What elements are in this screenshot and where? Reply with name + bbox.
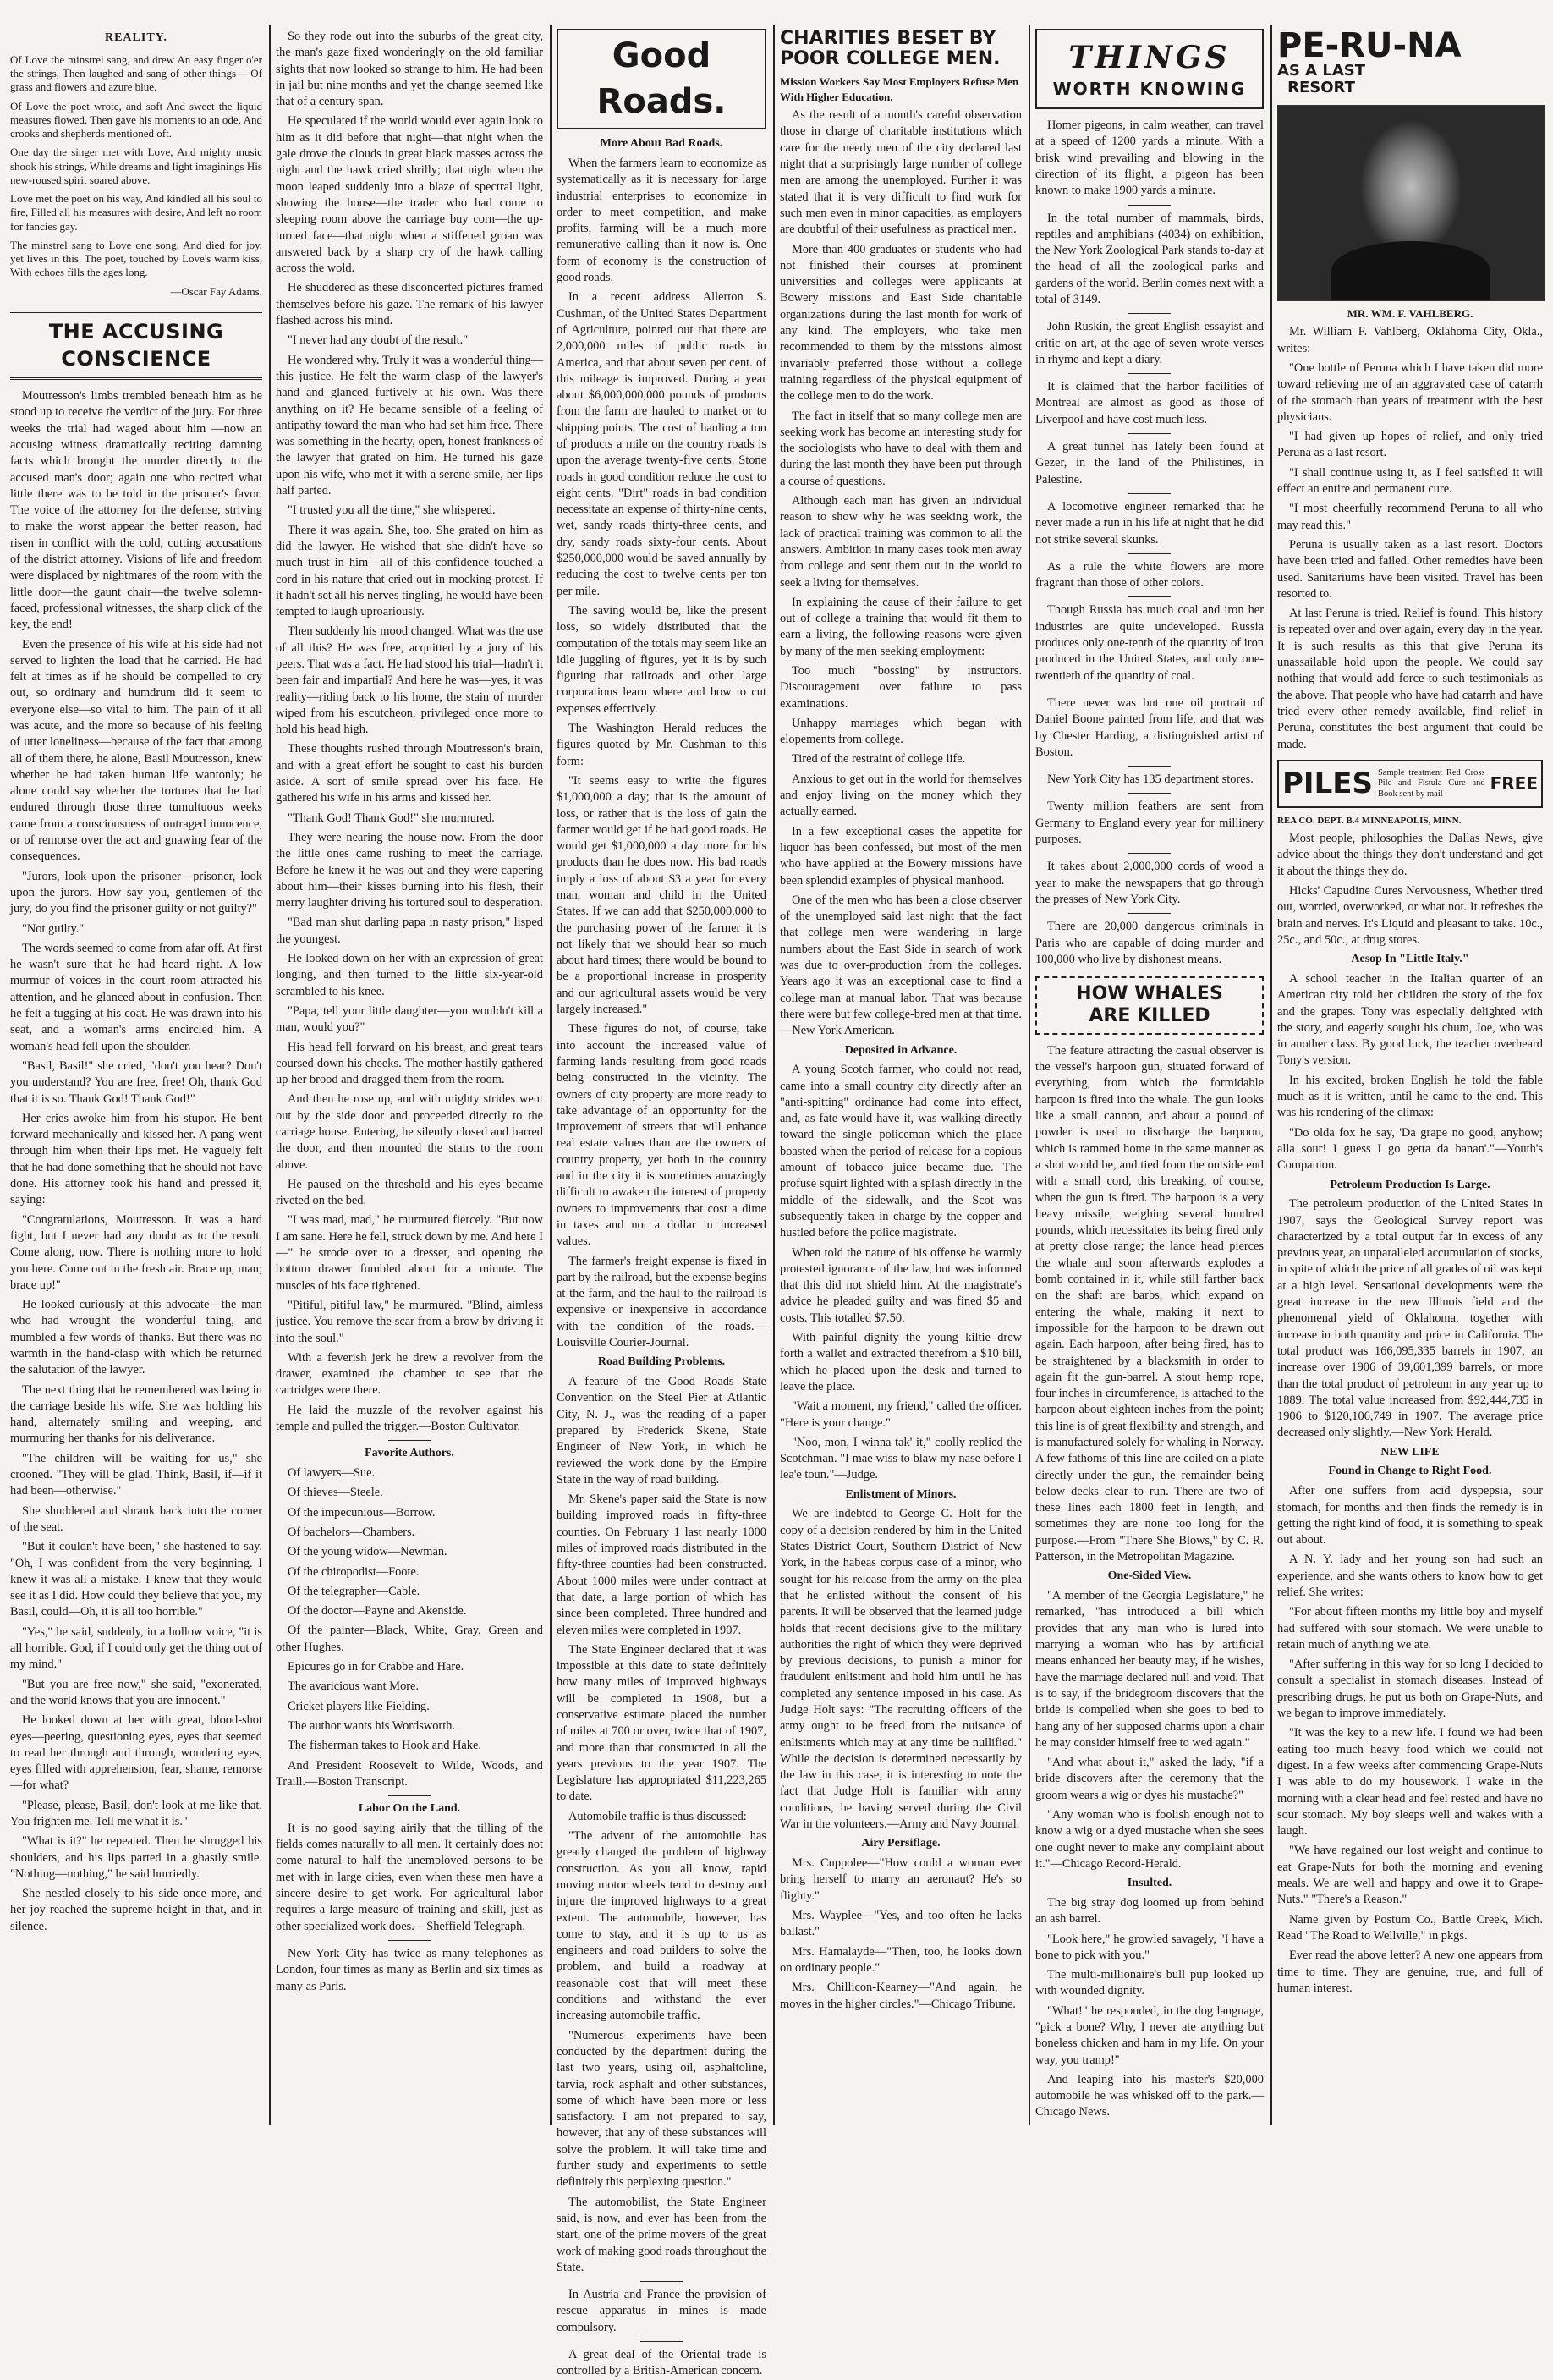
- charities-headline: CHARITIES BESET BY POOR COLLEGE MEN.: [780, 28, 1001, 70]
- paragraph: Hicks' Capudine Cures Nervousness, Whether tired out, worried, overworked, or what not. It refreshes the brain and nerves. It's Liquid and pleasant to take. 10c., 25c., and 50c., at drug stores.: [1277, 884, 1543, 947]
- paragraph: She shuddered and shrank back into the corner of the seat.: [10, 1503, 262, 1534]
- paragraph: "Wait a moment, my friend," called the officer. "Here is your change.": [780, 1399, 1022, 1430]
- paragraph: Too much "bossing" by instructors. Discouragement over failure to pass examinations.: [780, 663, 1022, 711]
- paragraph: There are 20,000 dangerous criminals in Paris who are capable of doing murder and 100,000 who live by dishonest means.: [1035, 920, 1264, 966]
- list-item: The fisherman takes to Hook and Hake.: [288, 1739, 481, 1753]
- column-3: [557, 29, 766, 2378]
- paragraph: A young Scotch farmer, who could not read, came into a small country city directly after an "anti-spitting" ordinance had come into effect, and, as fate would have it, was walking directly toward the single policeman which the place boasted when the period of release for a copious amount of tobacco juice became due. The profuse squirt lighted with a splash directly in the middle of the sidewalk, and the Scot was subsequently taken in charge by the copper and hustled before the police magistrate.: [780, 1063, 1022, 1240]
- paragraph: "It was the key to a new life. I found we had been eating too much heavy food which we could not digest. In a few weeks after commencing Grape-Nuts I was able to do my housework. I wake in the morning with a clear head and feel rested and have no sour stomach. My boy sleeps well and wakes with a laugh.: [1277, 1726, 1543, 1839]
- divider: [1128, 433, 1171, 434]
- paragraph: "I shall continue using it, as I feel satisfied it will effect an entire and permanent cure.: [1277, 465, 1543, 497]
- paragraph: Though Russia has much coal and iron her industries are quite undeveloped. Russia produces only one-tenth of the quantity of iron produced in the United States, and only one-twentieth of the quantity of coal.: [1035, 603, 1264, 683]
- divider: [1128, 205, 1171, 206]
- section-heading: Enlistment of Minors.: [845, 1487, 957, 1501]
- paragraph: "Bad man shut darling papa in nasty prison," lisped the youngest.: [276, 915, 543, 946]
- paragraph: One of the men who has been a close observer of the unemployed said last night that the fact that college men were wandering in large numbers about the East Side in search of work was due to over-production from the colleges. Years ago it was an exceptional case to find a college man at manual labor. That was because there were but few college-bred men at that time.—New York American.: [780, 893, 1022, 1038]
- paragraph: Mrs. Cuppolee—"How could a woman ever bring herself to marry an aeronaut? He's so flighty.": [780, 1856, 1022, 1903]
- section-heading: Labor On the Land.: [358, 1802, 461, 1816]
- paragraph: Ever read the above letter? A new one appears from time to time. They are genuine, true, and full of human interest.: [1277, 1949, 1543, 1995]
- list-item: Of bachelors—Chambers.: [288, 1525, 415, 1539]
- piles-ad: [1277, 760, 1543, 809]
- paragraph: Mr. Skene's paper said the State is now building improved roads in fifty-three counties. On February 1 last nearly 1000 miles of improved roads distributed in the fifty-three counties had been constructed. About 1000 miles were under contract at that date, a large portion of which has since been completed. Three hundred and eleven miles were completed in 1907.: [557, 1492, 766, 1637]
- divider: [388, 1940, 431, 1941]
- divider: [1128, 913, 1171, 914]
- paragraph: These figures do not, of course, take into account the increased value of farming lands resulting from good roads being constructed in the vicinity. The owners of city property are more ready to take advantage of an opportunity for the improvement of streets that will enhance real estate values than are the owners of country property, yet both in the country and in the city it is sometimes amazingly difficult to awaken the interest of property owners to improvements that cost a dime in taxes and not a dollar in increased values.: [557, 1022, 766, 1249]
- column-4: [780, 29, 1022, 2124]
- section-heading: Airy Persiflage.: [861, 1837, 941, 1850]
- paragraph: "What is it?" he repeated. Then he shrugged his shoulders, and his lips parted in a ghastly smile. "Nothing—nothing," he said hurriedly.: [10, 1834, 262, 1881]
- paragraph: Peruna is usually taken as a last resort. Doctors have been tried and failed. Other remedies have been used. Sanitariums have been visited. Travel has been resorted to.: [1277, 537, 1543, 601]
- paragraph: The feature attracting the casual observer is the vessel's harpoon gun, situated forward of everything, from which the formidable harpoon is fired into the whale. The gun looks like a small cannon, and about a pound of powder is used to discharge the harpoon, which is rammed home in the same manner as a shot would be, and tied from the outside end with a small cord, this breaking, of course, when the gun is fired. The harpoon is a very heavy missile, weighing several hundred pounds, which necessitates its being fired only at pretty close range; the lance head pierces the whale and soon afterwards explodes a bomb contained in it, while still farther back on the shaft are barbs, which expand on entering the whale, making it next to impossible for the harpoon to be drawn out again. Each harpoon, after being fired, has to be straightened by a blacksmith in order to again fit the gun-barrel. A stout hemp rope, four inches in circumference, is attached to the harpoon about eighteen inches from the point; this line is of great flexibility and strength, and is manufactured solely for whaling in Norway. A few fathoms of this line are coiled on a plate directly under the gun, the remainder being below decks clear to run. There are two of these lines each 1800 feet in length, and sometimes they are none too long for the purpose.—From "There She Blows," by C. R. Patterson, in the Metropolitan Magazine.: [1035, 1043, 1264, 1564]
- portrait-image: [1277, 105, 1545, 301]
- paragraph: In a recent address Allerton S. Cushman, of the United States Department of Agriculture, pointed out that there are 2,000,000 miles of public roads in America, and that about seven per cent. of this mileage is improved. During a year about $6,000,000,000 pounds of products from the farm are hauled to market or to shipping points. The cost of hauling a ton of products a mile on the country roads is upon the average twenty-five cents. Stone roads in good condition reduce the cost to eight cents. "Dirt" roads in bad condition necessitate an expense of thirty-nine cents, wet, sandy roads thirty-three cents, and dry, sandy roads sixty-four cents. About $250,000,000 would be saved annually by reducing the cost to twelve cents per ton per mile.: [557, 290, 766, 598]
- paragraph: "I trusted you all the time," she whispered.: [288, 503, 496, 518]
- paragraph: A great deal of the Oriental trade is controlled by a British-American concern.: [557, 2347, 766, 2378]
- divider: [1128, 553, 1171, 554]
- paragraph: Twenty million feathers are sent from Germany to England every year for millinery purposes.: [1035, 800, 1264, 847]
- divider: [1128, 373, 1171, 374]
- divider: [1128, 793, 1171, 794]
- paragraph: The words seemed to come from afar off. At first he wasn't sure that he had heard right. A low murmur of voices in the court room attracted his attention, and he glanced about in confusion. Then he felt a tugging at his coat. He was drawn into his seat, and a woman's arms encircled him. A woman's head fell upon the shoulder.: [10, 941, 262, 1053]
- column-rule: [550, 25, 552, 2125]
- section-heading: NEW LIFE: [1380, 1445, 1440, 1459]
- paragraph: "The children will be waiting for us," she crooned. "They will be glad. Think, Basil, if—if it had been—otherwise.": [10, 1451, 262, 1498]
- paragraph: "Please, please, Basil, don't look at me like that. You frighten me. Tell me what it is.": [10, 1798, 262, 1828]
- piles-address: REA CO. DEPT. B.4 MINNEAPOLIS, MINN.: [1277, 816, 1462, 827]
- paragraph: They were nearing the house now. From the door the little ones came rushing to meet the carriage. Before he knew it he was out and they were capering about him—their kisses burning into his flesh, their merry laughter driving his tortured soul to desperation.: [276, 830, 543, 910]
- list-item: Of the painter—Black, White, Gray, Green and other Hughes.: [276, 1624, 543, 1654]
- paragraph: "But you are free now," she said, "exonerated, and the world knows that you are innocent.": [10, 1677, 262, 1707]
- paragraph: "The advent of the automobile has greatly changed the problem of highway construction. As you all know, rapid moving motor wheels tend to destroy and injure the improved highways to a great extent. The automobile, however, has come to stay, and it is up to us as engineers and road builders to solve the problem, and build a roadway at reasonable cost that will meet these conditions and withstand the ever increasing automobile traffic.: [557, 1829, 766, 2023]
- paragraph: In his excited, broken English he told the fable much as it is written, until he came to the end. This was his rendering of the climax:: [1277, 1073, 1543, 1120]
- paragraph: Tired of the restraint of college life.: [792, 752, 966, 767]
- paragraph: "For about fifteen months my little boy and myself had suffered with sour stomach. We were unable to retain much of anything we ate.: [1277, 1605, 1543, 1652]
- paragraph: He looked down at her with great, blood-shot eyes—peering, questioning eyes, eyes that seemed to read her through and through, wondering eyes, eyes filled with apprehension, fear, shame, remorse—for what?: [10, 1713, 262, 1793]
- section-heading: Favorite Authors.: [365, 1447, 454, 1460]
- paragraph: A school teacher in the Italian quarter of an American city told her children the story of the fox and the grapes. Tony was especially delighted with the story, and eagerly sought his chum, Joe, who was in another class. By good luck, the teacher overheard Tony's version.: [1277, 971, 1543, 1068]
- paragraph: And then he rose up, and with mighty strides went out by the side door and proceeded directly to the carriage house. Entering, he silently closed and barred the door, and then mounted the stairs to the room above.: [276, 1092, 543, 1172]
- paragraph: "After suffering in this way for so long I decided to consult a specialist in stomach diseases. Instead of prescribing drugs, he put us both on Grape-Nuts, and we began to improve immediately.: [1277, 1657, 1543, 1721]
- paragraph: The Washington Herald reduces the figures quoted by Mr. Cushman to this form:: [557, 722, 766, 768]
- paragraph: It takes about 2,000,000 cords of wood a year to make the newspapers that go through the presses of New York City.: [1035, 860, 1264, 906]
- paragraph: With painful dignity the young kiltie drew forth a wallet and extracted therefrom a $10 bill, which he placed upon the desk and turned to leave the place.: [780, 1331, 1022, 1393]
- section-heading: Petroleum Production Is Large.: [1330, 1178, 1490, 1191]
- portrait-caption: MR. WM. F. VAHLBERG.: [1347, 307, 1473, 320]
- paragraph: So they rode out into the suburbs of the great city, the man's gaze fixed wonderingly on the old familiar sights that now looked so strange to him. He had been in jail but nine months and yet the change seemed like that of a century span.: [276, 30, 543, 109]
- column-rule: [269, 25, 271, 2125]
- divider: [388, 1795, 431, 1796]
- divider: [1128, 596, 1171, 597]
- paragraph: Unhappy marriages which began with elopements from college.: [780, 716, 1022, 747]
- paragraph: "We have regained our lost weight and continue to eat Grape-Nuts for both the morning and evening meals. We are well and happy and owe it to Grape-Nuts." "There's a Reason.": [1277, 1844, 1543, 1907]
- paragraph: In the total number of mammals, birds, reptiles and amphibians (4034) on exhibition, the New York Zoological Park stands to-day at the head of all the zoological parks and gardens of the world. Berlin comes next with a total of 3149.: [1035, 211, 1264, 306]
- story-continuation: [276, 29, 543, 1435]
- peruna-tagline: [1277, 63, 1365, 96]
- paragraph: "Pitiful, pitiful law," he murmured. "Blind, aimless justice. You remove the scar from a brow by driving it into the soul.": [276, 1298, 543, 1345]
- paragraph: There never was but one oil portrait of Daniel Boone painted from life, and that was by Chester Harding, a distinguished artist of Boston.: [1035, 695, 1264, 759]
- paragraph: It is no good saying airily that the tilling of the fields comes naturally to all men. It certainly does not come natural to half the unemployed persons to be met with in large cities, even when these men have a sincere desire to get work. For agricultural labor requires a large measure of training and skill, just as other specialized work does.—Sheffield Telegraph.: [276, 1821, 543, 1933]
- paragraph: He shuddered as these disconcerted pictures framed themselves before his gaze. The remark of his lawyer flashed across his mind.: [276, 281, 543, 328]
- paragraph: The State Engineer declared that it was impossible at this date to state definitely how many miles of improved highways will be completed in 1908, but a conservative estimate placed the number of miles at 700 or over, twice that of 1907, and more than that constructed in all the years previous to the year 1907. The Legislature has appropriated $11,223,265 to date.: [557, 1642, 766, 1804]
- piles-fine-print: Sample treatment Red Cross Pile and Fistula Cure and Book sent by mail: [1377, 767, 1485, 799]
- whales-headline: [1035, 976, 1264, 1035]
- section-subheading: Found in Change to Right Food.: [1328, 1465, 1492, 1478]
- poem-stanza: Of Love the minstrel sang, and drew An easy finger o'er the strings, Then laughed and sang of other things— Of grass and flowers and azure blue.: [10, 52, 262, 94]
- divider: [1128, 313, 1171, 314]
- paragraph: "I most cheerfully recommend Peruna to all who may read this.": [1277, 502, 1543, 532]
- poem-stanza: Of Love the poet wrote, and soft And sweet the liquid measures flowed, Then gave his moments to an ode, And crooks and shepherds mentioned oft.: [10, 99, 262, 140]
- poem: [10, 53, 262, 299]
- piles-free: FREE: [1490, 773, 1538, 794]
- paragraph: "Noo, mon, I winna tak' it," coolly replied the Scotchman. "I mae wiss to blaw my nase before I lea'e toun."—Judge.: [780, 1435, 1022, 1482]
- section-heading: Insulted.: [1127, 1877, 1172, 1890]
- poem-stanza: Love met the poet on his way, And kindled all his soul to fire, Filled all his measures with desire, And left no room for fancies gay.: [10, 192, 262, 233]
- list-item: Of the impecunious—Borrow.: [288, 1505, 436, 1520]
- paragraph: He paused on the threshold and his eyes became riveted on the bed.: [276, 1177, 543, 1208]
- paragraph: And leaping into his master's $20,000 automobile he was whisked off to the park.—Chicago News.: [1035, 2072, 1264, 2119]
- paragraph: A great tunnel has lately been found at Gezer, in the land of the Philistines, in Palestine.: [1035, 440, 1264, 486]
- divider: [1128, 853, 1171, 854]
- paragraph: Her cries awoke him from his stupor. He bent forward mechanically and kissed her. A pang went through him when their lips met. He vaguely felt that he had done something that he should not have done. His attorney took his hand and pressed it, saying:: [10, 1111, 262, 1207]
- paragraph: He wondered why. Truly it was a wonderful thing—this justice. He felt the warm clasp of the lawyer's hand and glanced furtively at his own. Was there anything on it? He became sensible of a feeling of antipathy toward the man who had set him free. There was something in the hearty, open, honest frankness of the lawyer that grated on him. He turned his gaze upon his wife, who met it with a serene smile, her lips half parted.: [276, 353, 543, 498]
- paragraph: Mrs. Hamalayde—"Then, too, he looks down on ordinary people.": [780, 1944, 1022, 1975]
- paragraph: "Congratulations, Moutresson. It was a hard fight, but I never had any doubt as to the result. Come along, now. There is nothing more to hold you here. Come out in the fresh air. Brace up, man; brace up!": [10, 1212, 262, 1292]
- paragraph: Mrs. Wayplee—"Yes, and too often he lacks ballast.": [780, 1909, 1022, 1939]
- paragraph: "Look here," he growled savagely, "I have a bone to pick with you.": [1035, 1932, 1264, 1962]
- whales-title-line-1: HOW WHALES: [1076, 983, 1223, 1005]
- list-item: Of the chiropodist—Foote.: [288, 1564, 420, 1579]
- things-title: THINGS: [1068, 40, 1231, 75]
- poem-stanza: One day the singer met with Love, And mighty music shook his strings, While dreams and light imaginings His new-roused spirit soared above.: [10, 146, 262, 186]
- section-heading: More About Bad Roads.: [600, 137, 723, 151]
- paragraph: As the result of a month's careful observation those in charge of charitable institutions which care for the needy men of the city declared last night that a surprisingly large number of college men are among the unemployed. Further it was stated that it is very difficult to find work for such men even in minor capacities, as employers are doubtful of their usefulness as practical men.: [780, 108, 1022, 237]
- paragraph: At last Peruna is tried. Relief is found. This history is repeated over and over again, every day in the year. It is such results as this that give Peruna its unassailable hold upon the people. We could say nothing that would add force to such testimonials as the above. That people who have had catarrh and have tried every other remedy available, find relief in Peruna, constitutes the best argument that could be made.: [1277, 607, 1543, 751]
- paragraph: Even the presence of his wife at his side had not served to lighten the load that he carried. He had felt at times as if he should be compelled to cry out, so ordinary and humdrum did it seem to everyone else—so vital to him. The pain of it all was acute, and the more so because of his feeling of utter loneliness—because of the fact that among all of them there, he alone, Basil Moutresson, knew whether he had taken human life wantonly; he alone could say whether the tortures that he had endured through those three tumultuous weeks came from a consciousness of outraged innocence, or of remorse over the act and gnawing fear of the consequences.: [10, 637, 262, 864]
- column-rule: [773, 25, 775, 2125]
- paragraph: New York City has 135 department stores.: [1047, 772, 1254, 787]
- paragraph: The petroleum production of the United States in 1907, says the Geological Survey report was characterized by a total output far in excess of any previous year, an unparalleled accumulation of stocks, in spite of which the price of all grades of oil was kept at a high level. Sensational developments were the great increase in the new Illinois field and the phenomenal yield of Oklahoma, together with increase in both quantity and price in California. The total product was 166,095,335 barrels in 1907, an increase over 1906 of 39,601,399 barrels, or more than the total product of petroleum in any year up to 1889. The total value increased from $92,444,735 in 1906 to $120,106,749 in 1907. The average price decreased only slightly.—New York Herald.: [1277, 1197, 1543, 1440]
- paragraph: He looked down on her with an expression of great longing, and then turned to the little six-year-old scrambled to his knee.: [276, 952, 543, 998]
- things-worth-knowing-headline: [1035, 29, 1264, 109]
- paragraph: "A member of the Georgia Legislature," he remarked, "has introduced a bill which provides that any man who is lured into marrying a woman who has by artificial means enhanced her beauty may, if he wishes, have the marriage declared null and void. That is to say, if the bridegroom discovers that the bride is compelled when she goes to bed to hang any of her supposed charms upon a chair he may consider himself free to wed again.": [1035, 1589, 1264, 1750]
- poem-title: REALITY.: [104, 31, 167, 44]
- paragraph: New York City has twice as many telephones as London, four times as many as Berlin and six times as many as Paris.: [276, 1946, 543, 1993]
- paragraph: "But it couldn't have been," she hastened to say. "Oh, I was confident from the very beginning. I knew it was all a mistake. I knew that they would see it as I did. How could they believe that you, my Basil, could—Oh, it is all too horrible.": [10, 1540, 262, 1619]
- divider: [640, 2341, 683, 2342]
- paragraph: A locomotive engineer remarked that he never made a run in his life at night that he did not strike several skunks.: [1035, 499, 1264, 547]
- paragraph: Mr. William F. Vahlberg, Oklahoma City, Okla., writes:: [1277, 325, 1543, 355]
- paragraph: "One bottle of Peruna which I have taken did more toward relieving me of an aggravated case of catarrh of the stomach than years of treatment with the best physicians.: [1277, 361, 1543, 424]
- column-rule: [1270, 25, 1272, 2125]
- paragraph: The farmer's freight expense is fixed in part by the railroad, but the expense begins at the farm, and the haul to the railroad is expensive or inexpensive in accordance with the condition of the roads.—Louisville Courier-Journal.: [557, 1254, 766, 1350]
- section-heading: Aesop In "Little Italy.": [1351, 953, 1469, 966]
- paragraph: "I was mad, mad," he murmured fiercely. "But now I am sane. Here he fell, struck down by me. And here I—" he strode over to a dresser, and opening the bottom drawer fumbled about for a minute. The muscles of his face tightened.: [276, 1213, 543, 1293]
- column-1: [10, 29, 262, 2124]
- paragraph: Most people, philosophies the Dallas News, give advice about the things they don't understand and get it about the things they do.: [1277, 832, 1543, 878]
- paragraph: "Not guilty.": [22, 921, 85, 936]
- favorite-authors-list: [276, 1465, 543, 1790]
- peruna-ad-headline: [1277, 26, 1543, 96]
- paragraph: These thoughts rushed through Moutresson's brain, and with a great effort he sought to cast his burden aside. A sort of smile spread over his face. He gathered his wife in his arms and kissed her.: [276, 742, 543, 805]
- paragraph: John Ruskin, the great English essayist and critic on art, at the age of seven wrote verses in rhyme and kept a diary.: [1035, 320, 1264, 366]
- paragraph: She nestled closely to his side once more, and her joy reached the supreme height in that, and in silence.: [10, 1887, 262, 1933]
- paragraph: More than 400 graduates or students who had not finished their courses at prominent universities and colleges were applicants at Bowery missions and East Side charitable organizations during the last month for work of any kind. The employers, who take men recommended to them by the missions almost invariably preferred those without a college training regardless of the physical equipment of the college men to do the work.: [780, 242, 1022, 404]
- paragraph: When the farmers learn to economize as systematically as it is necessary for large industrial enterprises to economize in order to meet competition, and make profits, farming will be a much more remunerative calling than it now is. One form of economy is the construction of good roads.: [557, 156, 766, 285]
- paragraph: Then suddenly his mood changed. What was the use of all this? He was free, acquitted by a jury of his peers. That was a fact. He had stood his trial—hadn't it been fair and impartial? And here he was—yes, it was reality—riding back to his home, the stain of murder wiped from his escutcheon, privileged once more to hold his head high.: [276, 624, 543, 737]
- paragraph: He looked curiously at this advocate—the man who had wrought the wonderful thing, and mumbled a few words of thanks. But there was no warmth in the hand-clasp with which he returned the salutation of the lawyer.: [10, 1298, 262, 1377]
- column-6: [1277, 26, 1543, 2124]
- paragraph: "Yes," he said, suddenly, in a hollow voice, "it is all horrible. God, if I could only get the thing out of my mind.": [10, 1624, 262, 1672]
- peruna-title: PE-RU-NA: [1277, 26, 1462, 65]
- section-heading: Road Building Problems.: [597, 1355, 726, 1369]
- paragraph: "What!" he responded, in the dog language, "pick a bone? Why, I never ate anything but boneless chicken and ham in my life. On your way, you tramp!": [1035, 2003, 1264, 2067]
- divider: [388, 1440, 431, 1441]
- paragraph: Automobile traffic is thus discussed:: [568, 1809, 747, 1823]
- section-heading: Deposited in Advance.: [844, 1043, 958, 1057]
- list-item: Of thieves—Steele.: [288, 1486, 383, 1500]
- paragraph: Homer pigeons, in calm weather, can travel at a speed of 1200 yards a minute. With a brisk wind prevailing and blowing in the direction of its flight, a pigeon has been known to make 1900 yards a minute.: [1035, 118, 1264, 198]
- column-5: [1035, 29, 1264, 2124]
- column-rule: [1029, 25, 1030, 2125]
- paragraph: The next thing that he remembered was being in the carriage beside his wife. She was holding his hand, alternately smiling and weeping, and murmuring her thanks for his deliverance.: [10, 1382, 262, 1446]
- list-item: Of the doctor—Payne and Akenside.: [288, 1604, 467, 1619]
- good-roads-headline: Good Roads.: [557, 29, 766, 129]
- paragraph: "Thank God! Thank God!" she murmured.: [288, 811, 495, 825]
- piles-word: PILES: [1282, 766, 1373, 800]
- list-item: And President Roosevelt to Wilde, Woods, and Traill.—Boston Transcript.: [276, 1758, 543, 1789]
- peruna-tagline-1: AS A LAST: [1277, 62, 1366, 80]
- paragraph: "Numerous experiments have been conducted by the department during the last two years, using oil, asphaltoline, tarvia, rock asphalt and other substances, some of which have been more or less satisfactory. I am not prepared to say, however, that any of these substances will solve the problem. It will take time and further study and experiments to settle definitely this perplexing question.": [557, 2028, 766, 2190]
- divider: [1128, 766, 1171, 767]
- paragraph: "And what about it," asked the lady, "if a bride discovers after the ceremony that the groom wears a wig or dyes his mustache?": [1035, 1756, 1264, 1802]
- paragraph: In Austria and France the provision of rescue apparatus in mines is made compulsory.: [557, 2288, 766, 2334]
- paragraph: His head fell forward on his breast, and great tears coursed down his cheeks. The mother hastily gathered up her brood and dragged them from the room.: [276, 1040, 543, 1087]
- story-body: [10, 388, 262, 1935]
- paragraph: "It seems easy to write the figures $1,000,000 a day; that is the amount of loss, or rather that is the loss of gain the farmer would get if he had good roads. He would get $1,000,000 a day more for his products than he does now. His bad roads imply a loss of about $3 a year for every man, woman and child in the United States. If we can add that $250,000,000 to the purchasing power of the farmer it is not likely that we should hear so much about hard times; there would be bound to be a proportional increase in prosperity and our agricultural assets would be very largely increased.": [557, 773, 766, 1017]
- paragraph: The big stray dog loomed up from behind an ash barrel.: [1035, 1895, 1264, 1927]
- paragraph: He laid the muzzle of the revolver against his temple and pulled the trigger.—Boston Cultivator.: [276, 1403, 543, 1434]
- paragraph: The multi-millionaire's bull pup looked up with wounded dignity.: [1035, 1968, 1264, 1998]
- divider: [1128, 493, 1171, 494]
- poem-stanza: The minstrel sang to Love one song, And died for joy, yet lives in this. The poet, touched by Love's warm kiss, With echoes fills the ages long.: [10, 238, 262, 279]
- paragraph: Mrs. Chillicon-Kearney—"And again, he moves in the higher circles."—Chicago Tribune.: [780, 1981, 1022, 2011]
- paragraph: The saving would be, like the present loss, so widely distributed that the computation of the totals may seem like an idle juggling of figures, yet it is by such figuring that railroads and other large corporations learn where and how to cut expenses effectively.: [557, 603, 766, 716]
- charities-deck: Mission Workers Say Most Employers Refuse Men With Higher Education.: [780, 75, 1019, 103]
- paragraph: We are indebted to George C. Holt for the copy of a decision rendered by him in the United States District Court, Southern District of New York, in the habeas corpus case of a minor, who sought for his release from the army on the plea that he enlisted without the consent of his parents. It will be observed that the learned judge holds that recent decisions give to the military authorities the right of which they were deprived by previous decisions, to punish a minor for fraudulent enlistment and hold him until he has completed any sentence imposed in his case. As Judge Holt says: "The recruiting officers of the army ought to be freed from the nuisance of enlistments which may at any time be nullified." While the decision is determined necessarily by the law in this case, it is interesting to note the fact that Judge Holt is familiar with army conditions, he having served during the Civil War in the volunteers.—Army and Navy Journal.: [780, 1507, 1022, 1832]
- list-item: Cricket players like Fielding.: [288, 1699, 430, 1713]
- list-item: Epicures go in for Crabbe and Hare.: [288, 1660, 464, 1674]
- peruna-tagline-2: RESORT: [1287, 78, 1355, 96]
- paragraph: As a rule the white flowers are more fragrant than those of other colors.: [1035, 559, 1264, 591]
- paragraph: A feature of the Good Roads State Convention on the Steel Pier at Atlantic City, N. J., was the reading of a paper prepared by Frederick Skene, State Engineer of New York, in which he reviewed the work done by the Empire State in the way of road building.: [557, 1375, 766, 1487]
- paragraph: When told the nature of his offense he warmly protested ignorance of the law, but was informed that this did not shield him. At the magistrate's advice he pleaded guilty and was fined $5 and costs. This totalled $7.50.: [780, 1245, 1022, 1325]
- paragraph: "I had given up hopes of relief, and only tried Peruna as a last resort.: [1277, 430, 1543, 460]
- story-headline: THE ACCUSING CONSCIENCE: [10, 311, 262, 380]
- paragraph: "Basil, Basil!" she cried, "don't you hear? Don't you understand? You are free, free! Oh, thank God that it is so. Thank God! Thank God!": [10, 1058, 262, 1106]
- list-item: The author wants his Wordsworth.: [288, 1718, 456, 1733]
- paragraph: Although each man has given an individual reason to show why he was seeking work, the lack of practical training was common to all the answers. Ambition in many cases took men away from college and sent them out in the world to seek a living for themselves.: [780, 494, 1022, 590]
- paragraph: "Do olda fox he say, 'Da grape no good, anyhow; alla sour! I guess I go getta da banan'."—Youth's Companion.: [1277, 1125, 1543, 1173]
- list-item: Of lawyers—Sue.: [288, 1466, 376, 1481]
- paragraph: A N. Y. lady and her young son had such an experience, and she wants others to know how to get relief. She writes:: [1277, 1553, 1543, 1599]
- list-item: Of the young widow—Newman.: [288, 1545, 447, 1559]
- worth-knowing-title: WORTH KNOWING: [1052, 79, 1247, 100]
- paragraph: "Papa, tell your little daughter—you wouldn't kill a man, would you?": [276, 1003, 543, 1035]
- list-item: Of the telegrapher—Cable.: [288, 1584, 420, 1598]
- paragraph: After one suffers from acid dyspepsia, sour stomach, for months and then finds the remedy is in getting the right kind of food, it is something to speak out about.: [1277, 1484, 1543, 1547]
- paragraph: Moutresson's limbs trembled beneath him as he stood up to receive the verdict of the jury. For three weeks the trial had waged about him —now an accusing witness dramatically reciting damning facts which brought the murder directly to the accused man's door; again one who recited what little there was to be told in the prisoner's favor. The voice of the attorney for the defense, striving to make the worst appear the better reason, had risen in conflict with the cold, cutting accusations of the district attorney. Visions of life and freedom were displaced by nightmares of the room with the little door—the gaunt chair—the twelve solemn-faced, professional witnesses, the sharp click of the key, the end!: [10, 389, 262, 632]
- paragraph: With a feverish jerk he drew a revolver from the drawer, examined the chamber to see that the cartridges were there.: [276, 1350, 543, 1398]
- paragraph: The automobilist, the State Engineer said, is now, and ever has been from the start, one of the prime movers of the great work of making good roads throughout the State.: [557, 2195, 766, 2274]
- paragraph: "Jurors, look upon the prisoner—prisoner, look upon the jurors. How say you, gentlemen of the jury, do you find the prisoner guilty or not guilty?": [10, 869, 262, 916]
- paragraph: There it was again. She, too. She grated on him as did the lawyer. He wished that she didn't have so much trust in him—all of this confidence touched a cord in his nature that cried out in mocking protest. If it hadn't set all his nerves tingling, he would have been tempted to laugh uproariously.: [276, 523, 543, 619]
- paragraph: He speculated if the world would ever again look to him as it did before that night—that night when the gale drove the clouds in great black masses across the night and the hawk cried shrilly; that night when the moon leaped suddenly into a blaze of spectral light, showing the house—the trader who had come to sleeping room above the carriage buy corn—the up-turned face—that night when a stiffened groan was answered back by a sharp cry of the hawk calling across the wold.: [276, 114, 543, 276]
- paragraph: In a few exceptional cases the appetite for liquor has been confessed, but most of the men who have applied at the Bowery missions have been splendid examples of physical manhood.: [780, 824, 1022, 888]
- paragraph: The fact in itself that so many college men are seeking work has become an interesting study for the sociologists who have to deal with them and during the last month they have been put through a course of questions.: [780, 409, 1022, 488]
- poem-signature: —Oscar Fay Adams.: [170, 284, 262, 298]
- paragraph: In explaining the cause of their failure to get out of college a training that would fit them to earn a living, the following reasons were given by many of the men seeking employment:: [780, 595, 1022, 658]
- section-heading: One-Sided View.: [1107, 1569, 1192, 1583]
- divider: [640, 2281, 683, 2282]
- paragraph: "I never had any doubt of the result.": [288, 333, 469, 348]
- paragraph: It is claimed that the harbor facilities of Montreal are almost as good as those of Liverpool and have cost much less.: [1035, 380, 1264, 426]
- paragraph: Anxious to get out in the world for themselves and enjoy living on the money which they actually earned.: [780, 772, 1022, 819]
- paragraph: Name given by Postum Co., Battle Creek, Mich. Read "The Road to Wellville," in pkgs.: [1277, 1912, 1543, 1943]
- paragraph: "Any woman who is foolish enough not to know a wig or a dyed mustache when she sees one ought never to make any complaint about it."—Chicago Record-Herald.: [1035, 1807, 1264, 1871]
- column-2: [276, 29, 543, 2124]
- list-item: The avaricious want More.: [288, 1679, 420, 1694]
- whales-title-line-2: ARE KILLED: [1089, 1005, 1210, 1027]
